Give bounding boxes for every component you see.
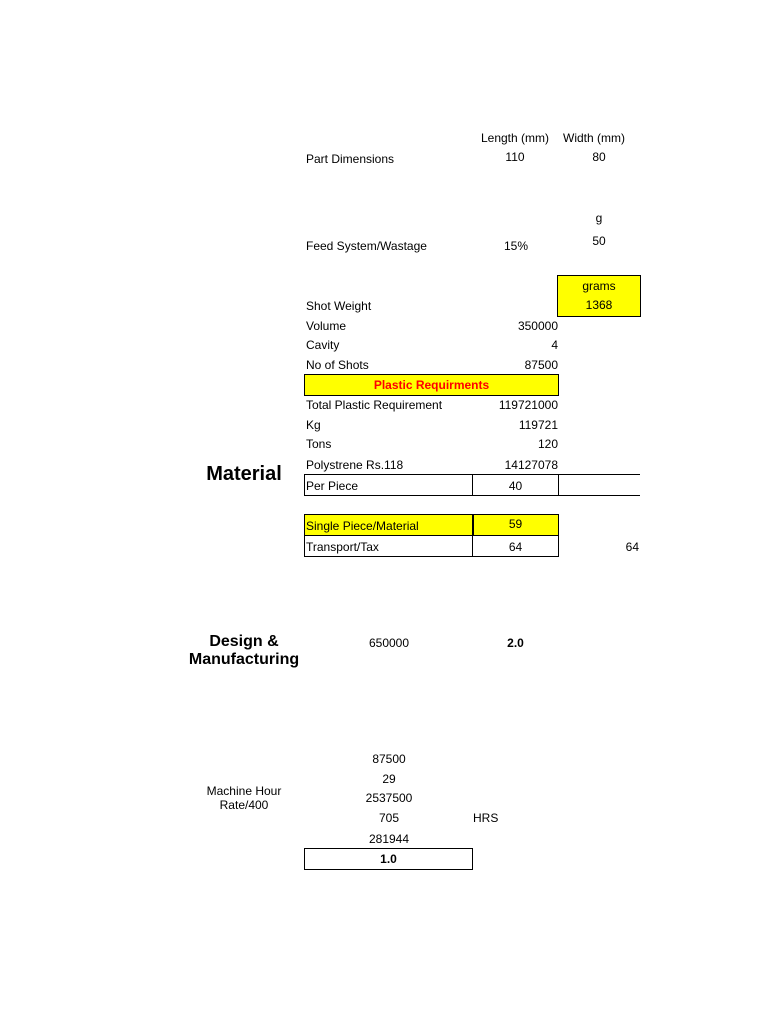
feed-percent: 15% <box>503 239 529 253</box>
shot-value: 1368 <box>585 298 613 312</box>
polystrene-value: 14127078 <box>504 458 558 472</box>
machine-value-4: 705 <box>378 811 400 825</box>
design-cost: 650000 <box>368 636 410 650</box>
per-piece-value: 40 <box>508 479 523 493</box>
feed-unit: g <box>595 211 603 225</box>
machine-title-line1: Machine Hour <box>206 784 282 798</box>
feed-grams: 50 <box>592 234 606 248</box>
machine-value-5: 281944 <box>368 832 410 846</box>
transport-extra: 64 <box>625 540 639 554</box>
total-plastic-value: 119721000 <box>498 398 558 412</box>
part-dimensions-label: Part Dimensions <box>306 152 395 166</box>
per-piece-label: Per Piece <box>306 479 359 493</box>
transport-label: Transport/Tax <box>306 540 379 554</box>
machine-value-2: 29 <box>382 772 396 786</box>
length-header: Length (mm) <box>480 131 550 145</box>
design-title-line1: Design & <box>209 633 279 650</box>
feed-system-label: Feed System/Wastage <box>306 239 427 253</box>
single-piece-value: 59 <box>508 517 523 531</box>
design-title-line2: Manufacturing <box>188 651 300 668</box>
cavity-value: 4 <box>551 338 558 352</box>
volume-value: 350000 <box>517 319 558 333</box>
design-per-piece: 2.0 <box>507 636 524 650</box>
kg-label: Kg <box>306 418 321 432</box>
width-value: 80 <box>592 150 606 164</box>
shots-value: 87500 <box>524 358 558 372</box>
shot-unit: grams <box>582 279 616 293</box>
kg-value: 119721 <box>518 418 558 432</box>
machine-value-3: 2537500 <box>365 791 413 805</box>
tons-label: Tons <box>306 437 332 451</box>
machine-hrs: HRS <box>473 811 499 825</box>
material-title: Material <box>206 463 282 485</box>
shots-label: No of Shots <box>306 358 369 372</box>
polystrene-label: Polystrene Rs.118 <box>306 458 404 472</box>
length-value: 110 <box>505 150 525 164</box>
cavity-label: Cavity <box>306 338 340 352</box>
plastic-header: Plastic Requirments <box>373 378 490 392</box>
transport-value: 64 <box>508 540 523 554</box>
single-piece-label: Single Piece/Material <box>306 519 419 533</box>
tons-value: 120 <box>537 437 558 451</box>
width-header: Width (mm) <box>563 131 625 145</box>
per-piece-extra-cell <box>558 474 640 496</box>
volume-label: Volume <box>306 319 347 333</box>
machine-per-piece: 1.0 <box>380 852 397 866</box>
machine-title-line2: Rate/400 <box>219 798 269 812</box>
total-plastic-label: Total Plastic Requirement <box>306 398 443 412</box>
shot-weight-label: Shot Weight <box>306 299 372 313</box>
machine-value-1: 87500 <box>372 752 406 766</box>
